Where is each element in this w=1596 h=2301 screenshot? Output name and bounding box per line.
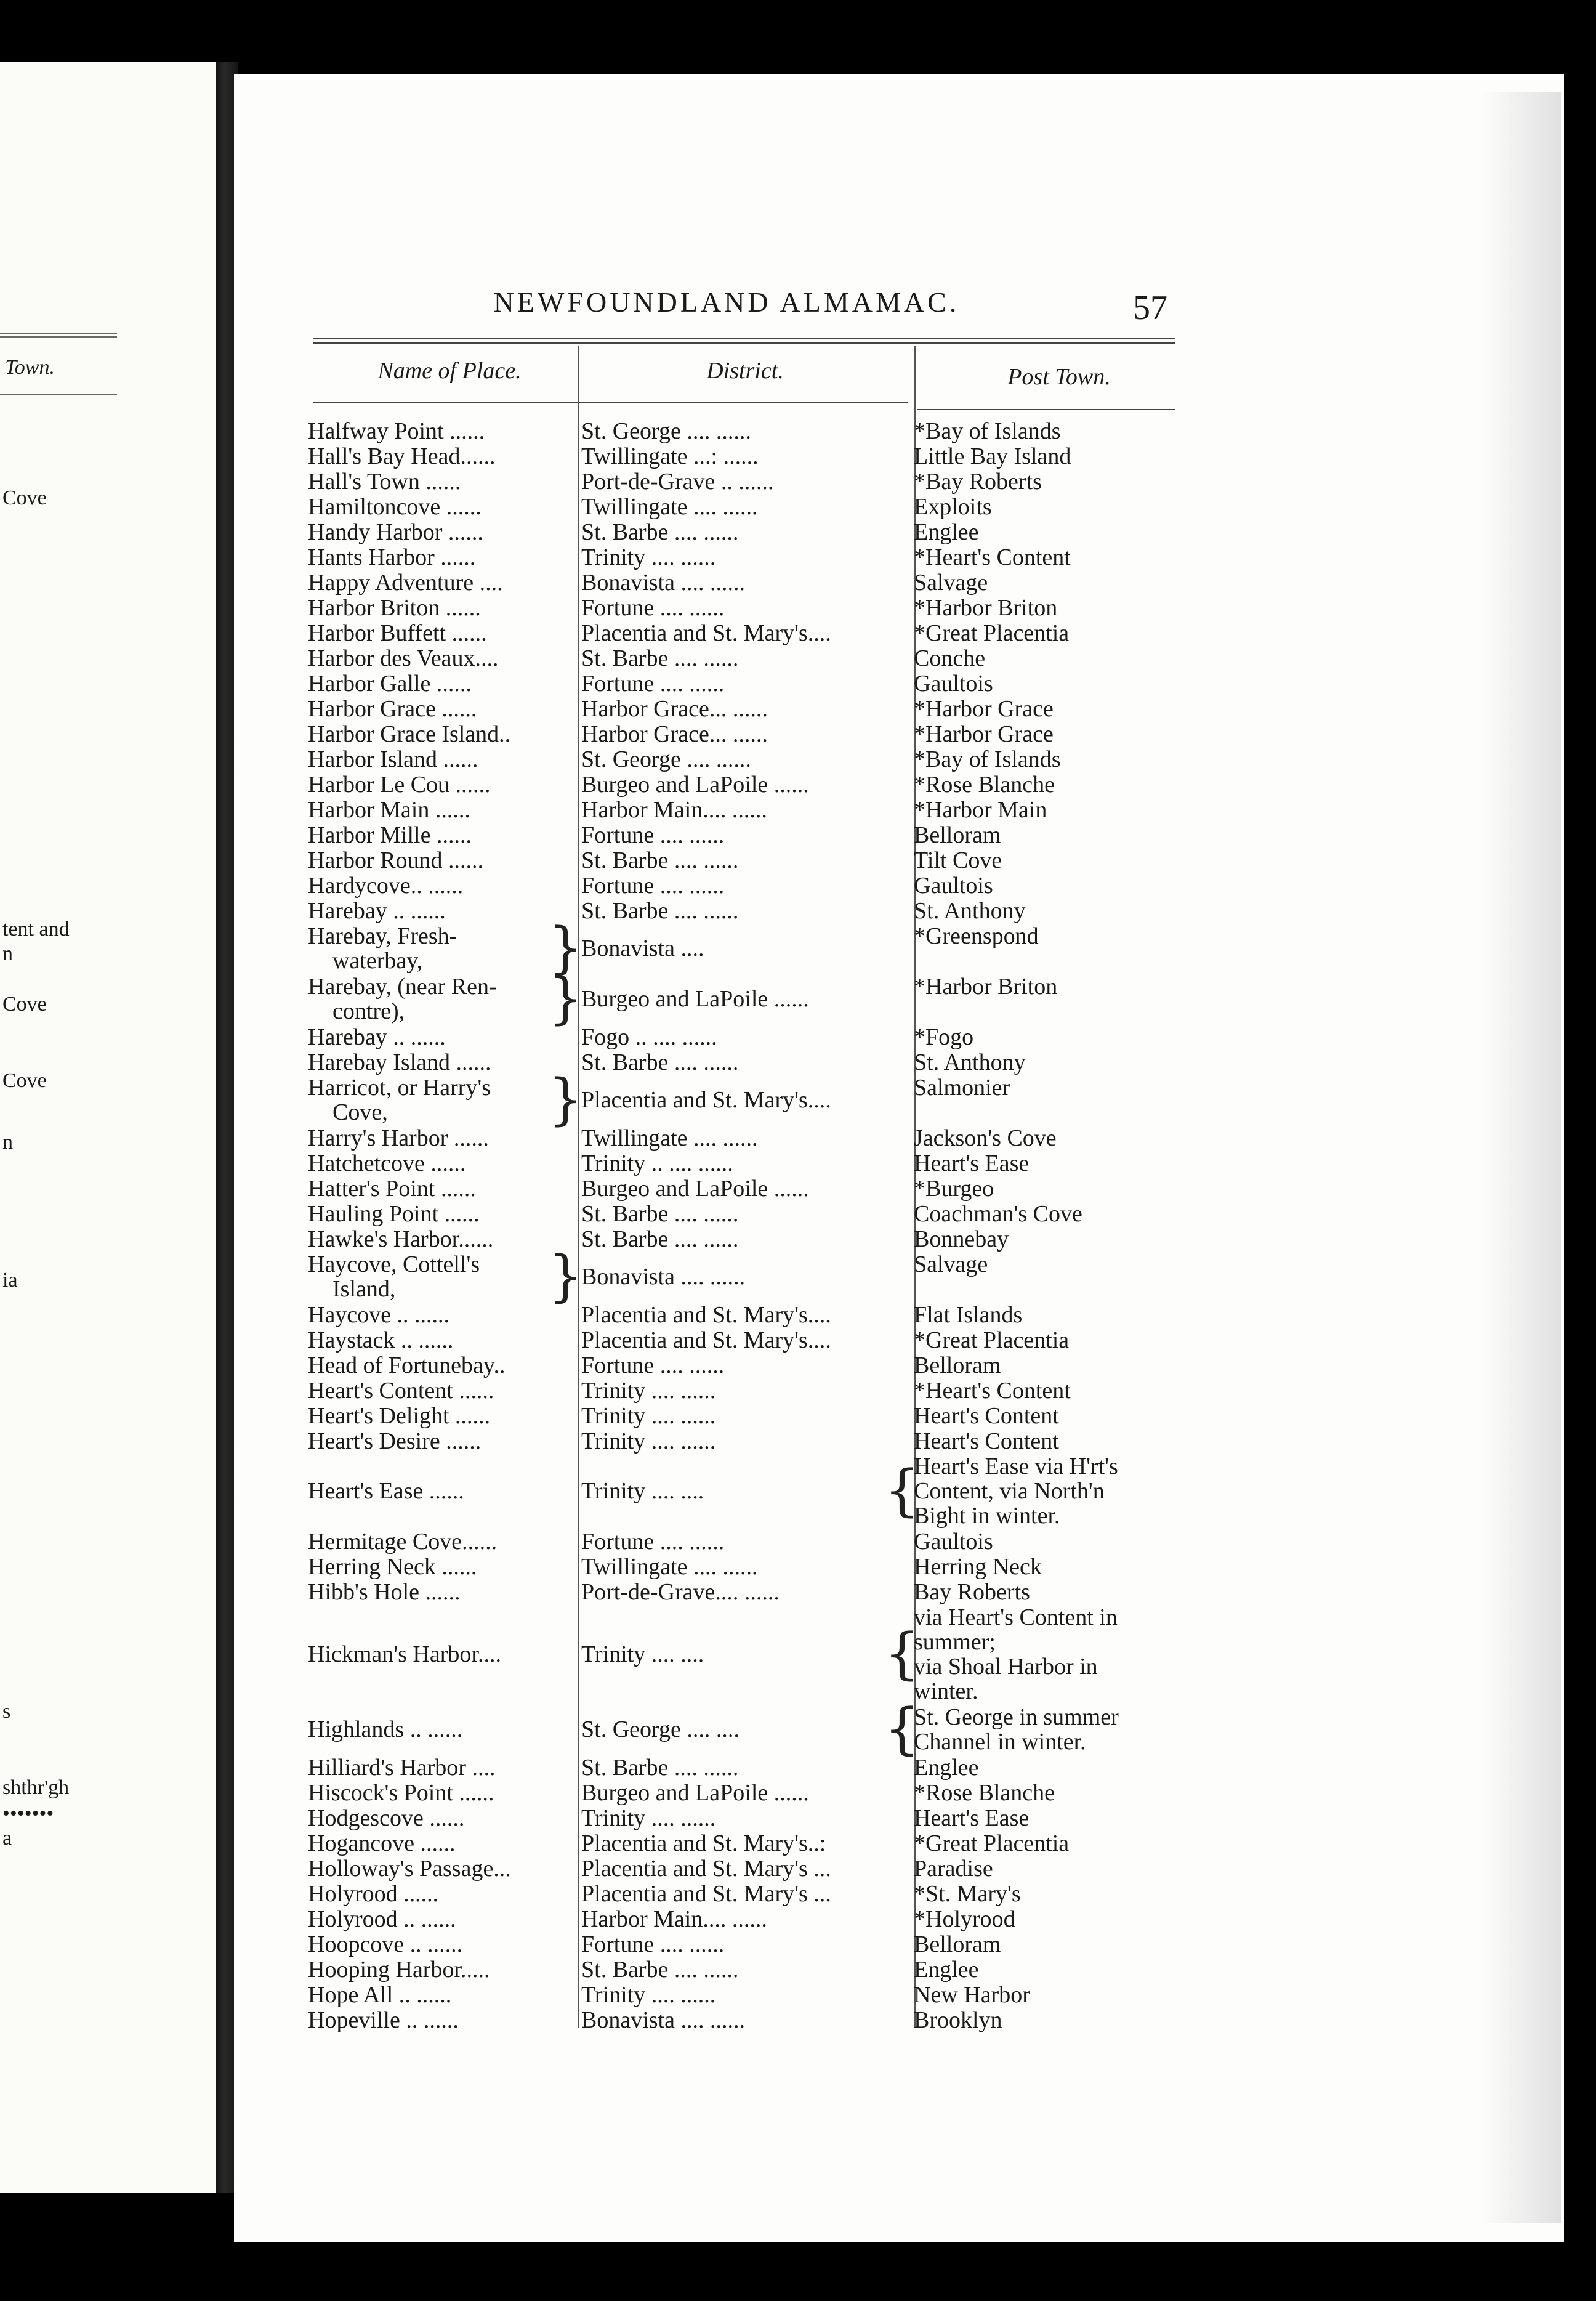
table-row bbox=[0, 1429, 1596, 1454]
post-town: *St. Mary's bbox=[914, 1882, 1021, 1906]
post-town: Belloram bbox=[914, 1353, 1001, 1378]
district: Twillingate ...: ...... bbox=[581, 444, 759, 469]
table-row bbox=[0, 1806, 1596, 1830]
post-town: *Harbor Briton bbox=[914, 596, 1058, 620]
table-row bbox=[0, 1580, 1596, 1604]
table-row bbox=[0, 873, 1596, 898]
district: Bonavista .... ...... bbox=[581, 570, 745, 595]
post-town: *Harbor Grace bbox=[914, 722, 1054, 746]
header-rule-top-2 bbox=[313, 342, 1175, 344]
place-name: Hogancove ...... bbox=[308, 1831, 456, 1856]
header-rule-bottom-right bbox=[917, 409, 1175, 410]
post-town: Heart's Ease via H'rt's bbox=[914, 1454, 1118, 1479]
district: Trinity .. .... ...... bbox=[581, 1151, 733, 1176]
place-name: Harbor Round ...... bbox=[308, 848, 483, 873]
district: St. Barbe .... ...... bbox=[581, 1202, 739, 1226]
header-rule-top bbox=[313, 338, 1175, 339]
left-fragment: ••••••• bbox=[2, 1802, 54, 1825]
table-row bbox=[0, 1050, 1596, 1075]
post-town: Salvage bbox=[914, 570, 988, 595]
post-town-continued: Channel in winter. bbox=[914, 1729, 1086, 1754]
place-name: Harbor Buffett ...... bbox=[308, 621, 487, 645]
district: St. Barbe .... ...... bbox=[581, 520, 739, 544]
place-name: Harbor Grace Island.. bbox=[308, 722, 511, 746]
district: Burgeo and LaPoile ...... bbox=[581, 1176, 809, 1201]
table-row bbox=[0, 1202, 1596, 1226]
district: Twillingate .... ...... bbox=[581, 1126, 758, 1150]
district: Bonavista .... bbox=[581, 936, 704, 961]
table-row bbox=[0, 1957, 1596, 1982]
left-rule-bottom bbox=[0, 394, 117, 395]
post-town: via Heart's Content in bbox=[914, 1605, 1118, 1630]
district: Trinity .... ...... bbox=[581, 1378, 716, 1403]
place-name: Hants Harbor ...... bbox=[308, 545, 476, 570]
table-row bbox=[0, 1882, 1596, 1906]
table-row bbox=[0, 1151, 1596, 1176]
left-fragment: n bbox=[2, 1131, 13, 1154]
post-town-continued: Content, via North'n bbox=[914, 1479, 1105, 1503]
post-town: Salvage bbox=[914, 1252, 988, 1277]
district: Harbor Grace... ...... bbox=[581, 722, 768, 746]
post-town: Gaultois bbox=[914, 873, 993, 898]
district: Trinity .... .... bbox=[581, 1642, 704, 1667]
post-town: Flat Islands bbox=[914, 1303, 1023, 1327]
post-town-continued: summer; bbox=[914, 1630, 996, 1654]
table-row bbox=[0, 570, 1596, 595]
district: Twillingate .... ...... bbox=[581, 1555, 758, 1579]
place-name: Heart's Delight ...... bbox=[308, 1404, 491, 1428]
post-town: Belloram bbox=[914, 1932, 1001, 1957]
place-name: Hibb's Hole ...... bbox=[308, 1580, 461, 1604]
post-town: Little Bay Island bbox=[914, 444, 1071, 469]
post-town: Brooklyn bbox=[914, 2008, 1002, 2032]
place-name-continued: contre), bbox=[332, 999, 405, 1024]
table-row bbox=[0, 1328, 1596, 1353]
post-town: Englee bbox=[914, 1957, 979, 1982]
district: St. George .... ...... bbox=[581, 747, 751, 772]
district: Harbor Main.... ...... bbox=[581, 798, 767, 822]
district: Fortune .... ...... bbox=[581, 596, 725, 620]
place-name: Hall's Bay Head...... bbox=[308, 444, 496, 469]
post-town: *Harbor Briton bbox=[914, 974, 1058, 999]
table-row bbox=[0, 772, 1596, 797]
post-town: Englee bbox=[914, 520, 979, 544]
place-name: Harbor Mille ...... bbox=[308, 823, 472, 847]
place-name: Hauling Point ...... bbox=[308, 1202, 480, 1226]
district: St. Barbe .... ...... bbox=[581, 646, 739, 671]
left-fragment: shthr'gh bbox=[2, 1776, 70, 1799]
post-town: *Great Placentia bbox=[914, 621, 1070, 645]
post-town: Heart's Ease bbox=[914, 1151, 1030, 1176]
district: Port-de-Grave.... ...... bbox=[581, 1580, 780, 1604]
column-header-district: District. bbox=[706, 358, 784, 384]
district: Fortune .... ...... bbox=[581, 1932, 725, 1957]
table-row bbox=[0, 419, 1596, 443]
post-town: Exploits bbox=[914, 495, 992, 519]
table-row bbox=[0, 1378, 1596, 1403]
place-name: Handy Harbor ...... bbox=[308, 520, 483, 544]
post-town: *Rose Blanche bbox=[914, 1781, 1055, 1805]
table-row bbox=[0, 596, 1596, 620]
table-row bbox=[0, 916, 1596, 981]
district: St. Barbe .... ...... bbox=[581, 899, 739, 923]
district: Bonavista .... ...... bbox=[581, 2008, 745, 2032]
place-name: Holyrood .. ...... bbox=[308, 1907, 456, 1931]
place-name: Hickman's Harbor.... bbox=[308, 1642, 501, 1667]
table-row bbox=[0, 747, 1596, 772]
header-rule-bottom bbox=[313, 402, 908, 403]
post-town-continued: winter. bbox=[914, 1679, 978, 1704]
left-fragment: a bbox=[2, 1827, 12, 1850]
table-row bbox=[0, 495, 1596, 519]
table-row bbox=[0, 646, 1596, 671]
place-name: Holyrood ...... bbox=[308, 1882, 439, 1906]
place-name: Harebay, Fresh- bbox=[308, 924, 457, 948]
left-fragment: Cove bbox=[2, 1069, 47, 1092]
post-town: Coachman's Cove bbox=[914, 1202, 1082, 1226]
table-row bbox=[0, 1605, 1596, 1704]
district: Burgeo and LaPoile ...... bbox=[581, 987, 809, 1011]
post-town: Heart's Content bbox=[914, 1429, 1059, 1454]
place-name: Harricot, or Harry's bbox=[308, 1075, 491, 1100]
district: St. Barbe .... ...... bbox=[581, 1957, 739, 1982]
place-name: Harbor Galle ...... bbox=[308, 671, 472, 696]
table-row bbox=[0, 444, 1596, 469]
post-town: *Great Placentia bbox=[914, 1831, 1070, 1856]
brace-mark: } bbox=[548, 1067, 584, 1132]
left-fragment: Cove bbox=[2, 487, 47, 509]
left-fragment: ia bbox=[2, 1269, 18, 1292]
place-name: Harbor Main ...... bbox=[308, 798, 470, 822]
table-row bbox=[0, 1932, 1596, 1957]
place-name: Hodgescove ...... bbox=[308, 1806, 465, 1830]
post-town-continued: Bight in winter. bbox=[914, 1503, 1060, 1528]
table-row bbox=[0, 697, 1596, 721]
district: Fortune .... ...... bbox=[581, 1529, 725, 1554]
table-row bbox=[0, 899, 1596, 923]
post-town: St. Anthony bbox=[914, 899, 1026, 923]
place-name-continued: waterbay, bbox=[332, 948, 423, 973]
place-name: Head of Fortunebay.. bbox=[308, 1353, 506, 1378]
district: Burgeo and LaPoile ...... bbox=[581, 1781, 809, 1805]
post-town: New Harbor bbox=[914, 1983, 1030, 2007]
place-name: Harbor Grace ...... bbox=[308, 697, 477, 721]
left-column-header: Town. bbox=[5, 356, 55, 379]
district: Trinity .... ...... bbox=[581, 1983, 716, 2007]
place-name: Hermitage Cove...... bbox=[308, 1529, 498, 1554]
post-town: *Harbor Main bbox=[914, 798, 1047, 822]
table-row bbox=[0, 722, 1596, 746]
district: Fogo .. .... ...... bbox=[581, 1025, 717, 1049]
brace-mark: } bbox=[548, 916, 584, 981]
place-name: Harebay Island ...... bbox=[308, 1050, 491, 1075]
place-name: Hatter's Point ...... bbox=[308, 1176, 476, 1201]
post-town: *Bay Roberts bbox=[914, 469, 1042, 494]
table-row bbox=[0, 1025, 1596, 1049]
district: Placentia and St. Mary's ... bbox=[581, 1882, 831, 1906]
post-town: *Rose Blanche bbox=[914, 772, 1055, 797]
table-row bbox=[0, 1856, 1596, 1881]
place-name: Heart's Content ...... bbox=[308, 1378, 494, 1403]
district: Placentia and St. Mary's.... bbox=[581, 621, 831, 645]
table-row bbox=[0, 1907, 1596, 1931]
place-name: Hilliard's Harbor .... bbox=[308, 1755, 496, 1780]
place-name: Hawke's Harbor...... bbox=[308, 1227, 494, 1252]
district: St. George .... ...... bbox=[581, 419, 751, 443]
place-name: Hatchetcove ...... bbox=[308, 1151, 466, 1176]
district: Fortune .... ...... bbox=[581, 1353, 725, 1378]
post-town: *Bay of Islands bbox=[914, 419, 1061, 443]
district: Trinity .... ...... bbox=[581, 1806, 716, 1830]
place-name: Hope All .. ...... bbox=[308, 1983, 452, 2007]
post-town: *Heart's Content bbox=[914, 1378, 1071, 1403]
post-town: *Burgeo bbox=[914, 1176, 994, 1201]
place-name: Harebay .. ...... bbox=[308, 1025, 446, 1049]
post-town: *Great Placentia bbox=[914, 1328, 1070, 1353]
district: Fortune .... ...... bbox=[581, 873, 725, 898]
district: Burgeo and LaPoile ...... bbox=[581, 772, 809, 797]
post-town: Belloram bbox=[914, 823, 1001, 847]
place-name: Hiscock's Point ...... bbox=[308, 1781, 494, 1805]
post-town: St. Anthony bbox=[914, 1050, 1026, 1075]
table-row bbox=[0, 621, 1596, 645]
page-number: 57 bbox=[1133, 289, 1167, 327]
place-name: Hooping Harbor..... bbox=[308, 1957, 490, 1982]
place-name: Harebay .. ...... bbox=[308, 899, 446, 923]
place-name: Hamiltoncove ...... bbox=[308, 495, 482, 519]
district: Fortune .... ...... bbox=[581, 823, 725, 847]
post-town: Heart's Content bbox=[914, 1404, 1059, 1428]
post-town: Herring Neck bbox=[914, 1555, 1042, 1579]
table-row bbox=[0, 469, 1596, 494]
district: St. Barbe .... ...... bbox=[581, 1755, 739, 1780]
table-row bbox=[0, 1454, 1596, 1528]
column-header-name: Name of Place. bbox=[377, 358, 522, 384]
post-town: *Heart's Content bbox=[914, 545, 1071, 570]
district: St. Barbe .... ...... bbox=[581, 1050, 739, 1075]
post-town: *Holyrood bbox=[914, 1907, 1015, 1931]
table-row bbox=[0, 671, 1596, 696]
place-name: Harbor Briton ...... bbox=[308, 596, 481, 620]
column-header-post-town: Post Town. bbox=[1007, 364, 1111, 390]
post-town: Bonnebay bbox=[914, 1227, 1009, 1252]
table-row bbox=[0, 1555, 1596, 1579]
place-name: Hoopcove .. ...... bbox=[308, 1932, 463, 1957]
place-name-continued: Cove, bbox=[332, 1100, 388, 1125]
place-name: Hardycove.. ...... bbox=[308, 873, 464, 898]
post-town-continued: via Shoal Harbor in bbox=[914, 1654, 1098, 1679]
post-town: Gaultois bbox=[914, 671, 993, 696]
district: Placentia and St. Mary's..: bbox=[581, 1831, 826, 1856]
table-row bbox=[0, 823, 1596, 847]
table-row bbox=[0, 966, 1596, 1031]
table-row bbox=[0, 1126, 1596, 1150]
table-row bbox=[0, 1176, 1596, 1201]
post-town: Paradise bbox=[914, 1856, 993, 1881]
district: Trinity .... ...... bbox=[581, 1429, 716, 1454]
district: Trinity .... ...... bbox=[581, 1404, 716, 1428]
place-name: Heart's Ease ...... bbox=[308, 1479, 464, 1503]
post-town: Bay Roberts bbox=[914, 1580, 1030, 1604]
district: St. George .... .... bbox=[581, 1717, 740, 1742]
left-fragment: s bbox=[2, 1700, 11, 1723]
place-name-continued: Island, bbox=[332, 1277, 396, 1301]
table-row bbox=[0, 848, 1596, 873]
district: Port-de-Grave .. ...... bbox=[581, 469, 774, 494]
table-row bbox=[0, 1244, 1596, 1309]
page-title: NEWFOUNDLAND ALMAMAC. bbox=[493, 286, 960, 318]
district: St. Barbe .... ...... bbox=[581, 1227, 739, 1252]
table-row bbox=[0, 1067, 1596, 1132]
table-row bbox=[0, 1353, 1596, 1378]
brace-mark: { bbox=[884, 1458, 920, 1523]
district: Trinity .... ...... bbox=[581, 545, 716, 570]
place-name: Herring Neck ...... bbox=[308, 1555, 477, 1579]
place-name: Harbor Island ...... bbox=[308, 747, 478, 772]
post-town: *Bay of Islands bbox=[914, 747, 1061, 772]
post-town: Conche bbox=[914, 646, 986, 671]
district: St. Barbe .... ...... bbox=[581, 848, 739, 873]
table-row bbox=[0, 520, 1596, 544]
left-fragment: n bbox=[2, 942, 13, 965]
district: Harbor Main.... ...... bbox=[581, 1907, 767, 1931]
post-town: Tilt Cove bbox=[914, 848, 1002, 873]
place-name: Hall's Town ...... bbox=[308, 469, 461, 494]
table-row bbox=[0, 2008, 1596, 2032]
place-name: Haycove, Cottell's bbox=[308, 1252, 480, 1277]
brace-mark: { bbox=[884, 1622, 920, 1686]
district: Bonavista .... ...... bbox=[581, 1264, 745, 1289]
table-row bbox=[0, 1227, 1596, 1252]
place-name: Holloway's Passage... bbox=[308, 1856, 511, 1881]
table-row bbox=[0, 1983, 1596, 2007]
table-row bbox=[0, 545, 1596, 570]
place-name: Haycove .. ...... bbox=[308, 1303, 450, 1327]
table-row bbox=[0, 1831, 1596, 1856]
post-town: Salmonier bbox=[914, 1075, 1010, 1100]
brace-mark: { bbox=[884, 1697, 920, 1761]
district: Harbor Grace... ...... bbox=[581, 697, 768, 721]
table-row bbox=[0, 1303, 1596, 1327]
post-town: *Harbor Grace bbox=[914, 697, 1054, 721]
place-name: Harbor des Veaux.... bbox=[308, 646, 499, 671]
brace-mark: } bbox=[548, 1244, 584, 1309]
district: Trinity .... .... bbox=[581, 1479, 704, 1503]
table-row bbox=[0, 1755, 1596, 1780]
brace-mark: } bbox=[548, 966, 584, 1031]
post-town: *Fogo bbox=[914, 1025, 974, 1049]
place-name: Happy Adventure .... bbox=[308, 570, 503, 595]
post-town: Englee bbox=[914, 1755, 979, 1780]
district: Placentia and St. Mary's.... bbox=[581, 1303, 831, 1327]
place-name: Haystack .. ...... bbox=[308, 1328, 454, 1353]
district: Placentia and St. Mary's.... bbox=[581, 1088, 831, 1112]
place-name: Harebay, (near Ren- bbox=[308, 974, 497, 999]
left-rule-top-2 bbox=[0, 336, 117, 338]
district: Fortune .... ...... bbox=[581, 671, 725, 696]
place-name: Heart's Desire ...... bbox=[308, 1429, 482, 1454]
table-row bbox=[0, 1404, 1596, 1428]
left-fragment: Cove bbox=[2, 993, 47, 1016]
left-rule-top bbox=[0, 333, 117, 334]
place-name: Highlands .. ...... bbox=[308, 1717, 463, 1742]
place-name: Halfway Point ...... bbox=[308, 419, 485, 443]
district: Twillingate .... ...... bbox=[581, 495, 758, 519]
left-fragment: tent and bbox=[2, 918, 70, 940]
table-row bbox=[0, 1781, 1596, 1805]
place-name: Hopeville .. ...... bbox=[308, 2008, 459, 2032]
place-name: Harbor Le Cou ...... bbox=[308, 772, 491, 797]
table-row bbox=[0, 798, 1596, 822]
district: Placentia and St. Mary's ... bbox=[581, 1856, 831, 1881]
table-row bbox=[0, 1529, 1596, 1554]
place-name: Harry's Harbor ...... bbox=[308, 1126, 489, 1150]
post-town: *Greenspond bbox=[914, 924, 1039, 948]
post-town: Jackson's Cove bbox=[914, 1126, 1057, 1150]
district: Placentia and St. Mary's.... bbox=[581, 1328, 831, 1353]
table-row bbox=[0, 1697, 1596, 1761]
post-town: Gaultois bbox=[914, 1529, 993, 1554]
post-town: Heart's Ease bbox=[914, 1806, 1030, 1830]
post-town: St. George in summer bbox=[914, 1705, 1119, 1729]
